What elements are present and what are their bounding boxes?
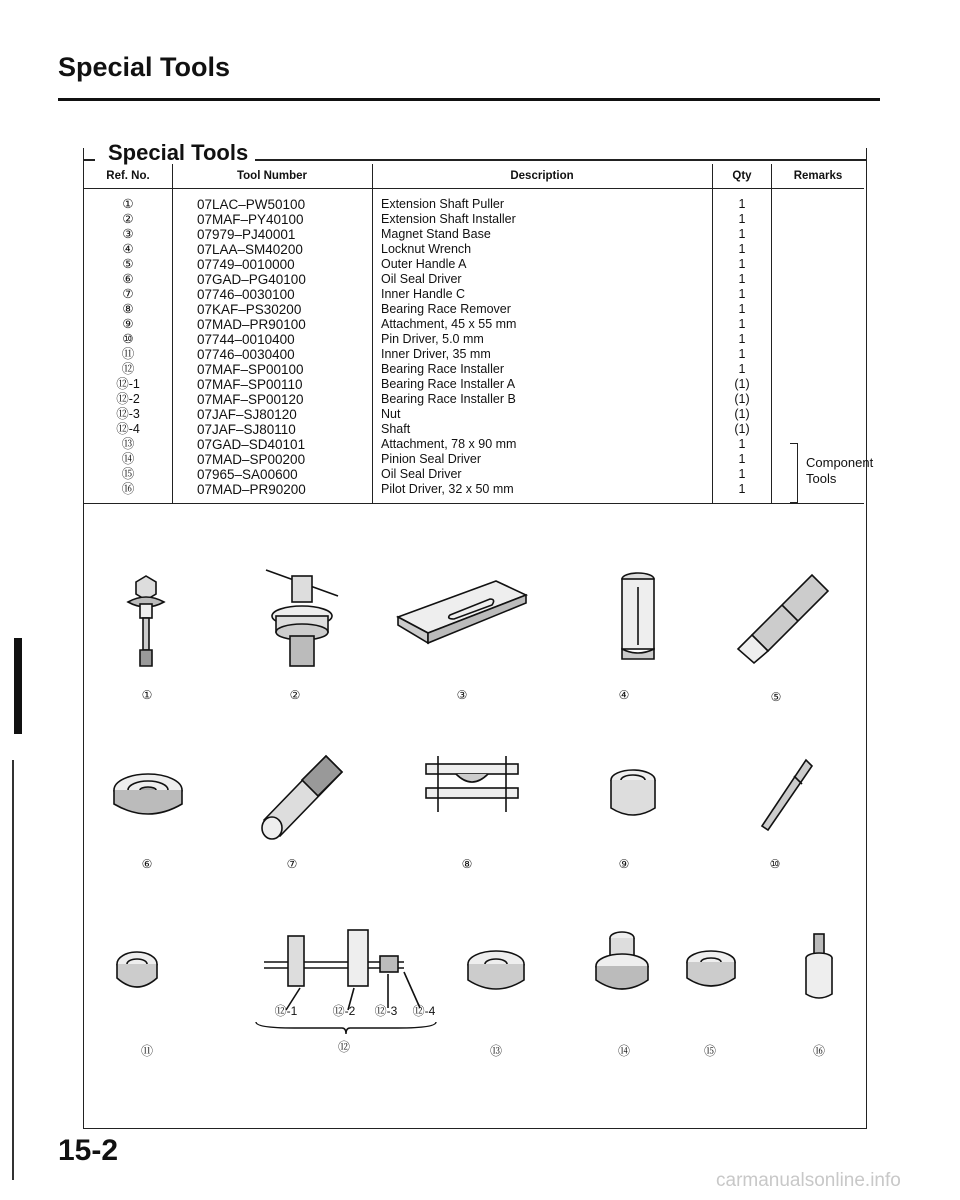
row-20-qty: 1 — [738, 482, 746, 496]
component-bracket — [790, 443, 798, 503]
extension-shaft-puller-figure — [118, 572, 174, 672]
row-6-tool: 07GAD–PG40100 — [197, 272, 306, 287]
col-tool-number: Tool Number — [173, 164, 373, 189]
row-2-ref: ② — [122, 212, 134, 226]
col-description: Description — [373, 164, 713, 189]
row-18-ref: ⑭ — [121, 452, 135, 466]
sub-caption-12-4: ⑫-4 — [412, 1004, 436, 1018]
pin-driver-figure — [754, 752, 816, 834]
row-2-qty: 1 — [738, 212, 746, 226]
row-1-qty: 1 — [738, 197, 746, 211]
row-9-tool: 07MAD–PR90100 — [197, 317, 306, 332]
row-1-ref: ① — [122, 197, 134, 211]
row-15-tool: 07JAF–SJ80120 — [197, 407, 297, 422]
pinion-seal-driver-figure — [590, 926, 654, 1004]
bearing-race-installer-figure — [254, 922, 424, 1014]
sub-caption-12-1: ⑫-1 — [274, 1004, 298, 1018]
row-12-qty: 1 — [738, 362, 746, 376]
row-20-desc: Pilot Driver, 32 x 50 mm — [381, 482, 514, 496]
row-12-desc: Bearing Race Installer — [381, 362, 504, 376]
row-20-ref: ⑯ — [121, 482, 135, 496]
row-19-desc: Oil Seal Driver — [381, 467, 462, 481]
caption-5: ⑤ — [770, 690, 782, 704]
col-qty: Qty — [713, 164, 772, 189]
row-5-ref: ⑤ — [122, 257, 134, 271]
magnet-stand-base-figure — [392, 575, 532, 653]
row-15-desc: Nut — [381, 407, 401, 421]
col-ref-no: Ref. No. — [84, 164, 173, 189]
row-1-desc: Extension Shaft Puller — [381, 197, 504, 211]
pilot-driver-figure — [802, 930, 836, 1006]
assembly-brace — [254, 1020, 438, 1036]
table-body — [84, 189, 864, 504]
inner-handle-figure — [252, 742, 352, 846]
row-15-ref: ⑫-3 — [116, 407, 140, 421]
row-17-qty: 1 — [738, 437, 746, 451]
row-11-ref: ⑪ — [121, 347, 135, 361]
caption-15: ⑮ — [703, 1044, 716, 1058]
row-18-desc: Pinion Seal Driver — [381, 452, 482, 466]
caption-11: ⑪ — [140, 1044, 153, 1058]
row-16-tool: 07JAF–SJ80110 — [197, 422, 296, 437]
row-10-desc: Pin Driver, 5.0 mm — [381, 332, 484, 346]
row-6-ref: ⑥ — [122, 272, 134, 286]
row-19-qty: 1 — [738, 467, 746, 481]
section-tab-marker — [14, 638, 22, 734]
row-8-ref: ⑧ — [122, 302, 134, 316]
row-10-tool: 07744–0010400 — [197, 332, 295, 347]
row-16-qty: (1) — [734, 422, 750, 436]
extension-shaft-installer-figure — [262, 562, 342, 674]
attachment-45x55-figure — [604, 766, 662, 828]
table-header-row — [84, 164, 864, 189]
row-10-ref: ⑩ — [122, 332, 134, 346]
row-16-ref: ⑫-4 — [116, 422, 140, 436]
row-9-qty: 1 — [738, 317, 746, 331]
row-17-desc: Attachment, 78 x 90 mm — [381, 437, 517, 451]
caption-9: ⑨ — [618, 857, 630, 871]
caption-10: ⑩ — [769, 857, 781, 871]
caption-3: ③ — [456, 688, 468, 702]
row-13-ref: ⑫-1 — [116, 377, 140, 391]
caption-13: ⑬ — [489, 1044, 502, 1058]
row-8-qty: 1 — [738, 302, 746, 316]
title-rule — [58, 98, 880, 101]
row-7-ref: ⑦ — [122, 287, 134, 301]
row-18-qty: 1 — [738, 452, 746, 466]
remarks-column — [772, 189, 874, 504]
row-3-tool: 07979–PJ40001 — [197, 227, 296, 242]
col-remarks: Remarks — [772, 164, 865, 189]
row-12-tool: 07MAF–SP00100 — [197, 362, 304, 377]
row-7-qty: 1 — [738, 287, 746, 301]
row-1-tool: 07LAC–PW50100 — [197, 197, 306, 212]
row-14-tool: 07MAF–SP00120 — [197, 392, 304, 407]
row-14-qty: (1) — [734, 392, 750, 406]
row-8-desc: Bearing Race Remover — [381, 302, 511, 316]
description-column — [373, 189, 713, 504]
caption-8: ⑧ — [461, 857, 473, 871]
row-7-tool: 07746–0030100 — [197, 287, 295, 302]
row-16-desc: Shaft — [381, 422, 411, 436]
tool-number-column — [173, 189, 373, 504]
row-3-qty: 1 — [738, 227, 746, 241]
bearing-race-remover-figure — [420, 750, 524, 820]
row-13-desc: Bearing Race Installer A — [381, 377, 516, 391]
row-3-ref: ③ — [122, 227, 134, 241]
row-17-ref: ⑬ — [121, 437, 135, 451]
row-11-desc: Inner Driver, 35 mm — [381, 347, 491, 361]
section-title: Special Tools — [108, 140, 249, 165]
ref-column — [84, 189, 173, 504]
row-5-qty: 1 — [738, 257, 746, 271]
row-2-tool: 07MAF–PY40100 — [197, 212, 304, 227]
caption-7: ⑦ — [286, 857, 298, 871]
attachment-78x90-figure — [462, 946, 530, 1004]
caption-4: ④ — [618, 688, 630, 702]
row-13-tool: 07MAF–SP00110 — [197, 377, 303, 392]
row-19-ref: ⑮ — [121, 467, 135, 481]
caption-16: ⑯ — [812, 1044, 825, 1058]
sub-caption-12-3: ⑫-3 — [374, 1004, 398, 1018]
row-4-qty: 1 — [738, 242, 746, 256]
row-13-qty: (1) — [734, 377, 750, 391]
row-4-desc: Locknut Wrench — [381, 242, 472, 256]
row-19-tool: 07965–SA00600 — [197, 467, 298, 482]
page-title: Special Tools — [58, 52, 231, 82]
row-15-qty: (1) — [734, 407, 750, 421]
page-number: 15-2 — [58, 1134, 119, 1167]
row-20-tool: 07MAD–PR90200 — [197, 482, 306, 497]
caption-6: ⑥ — [141, 857, 153, 871]
row-5-tool: 07749–0010000 — [197, 257, 295, 272]
row-10-qty: 1 — [738, 332, 746, 346]
tools-table — [84, 164, 874, 504]
row-7-desc: Inner Handle C — [381, 287, 466, 301]
row-9-desc: Attachment, 45 x 55 mm — [381, 317, 517, 331]
oil-seal-driver-2-figure — [680, 946, 742, 1002]
footer-watermark: carmanualsonline.info — [716, 1170, 901, 1191]
row-2-desc: Extension Shaft Installer — [381, 212, 516, 226]
row-17-tool: 07GAD–SD40101 — [197, 437, 306, 452]
row-8-tool: 07KAF–PS30200 — [197, 302, 302, 317]
row-5-desc: Outer Handle A — [381, 257, 467, 271]
caption-14: ⑭ — [617, 1044, 630, 1058]
row-14-ref: ⑫-2 — [116, 392, 140, 406]
row-14-desc: Bearing Race Installer B — [381, 392, 516, 406]
binding-line — [12, 760, 14, 1180]
row-12-ref: ⑫ — [121, 362, 135, 376]
row-6-desc: Oil Seal Driver — [381, 272, 462, 286]
caption-2: ② — [289, 688, 301, 702]
caption-1: ① — [141, 688, 153, 702]
row-3-desc: Magnet Stand Base — [381, 227, 491, 241]
row-4-tool: 07LAA–SM40200 — [197, 242, 303, 257]
row-11-qty: 1 — [738, 347, 746, 361]
inner-driver-figure — [112, 946, 162, 1006]
oil-seal-driver-figure — [108, 768, 188, 826]
locknut-wrench-figure — [612, 567, 664, 667]
row-11-tool: 07746–0030400 — [197, 347, 295, 362]
row-9-ref: ⑨ — [122, 317, 134, 331]
qty-column — [713, 189, 772, 504]
caption-12: ⑫ — [337, 1040, 350, 1054]
remarks-note: Component Tools — [806, 455, 874, 486]
sub-caption-12-2: ⑫-2 — [332, 1004, 356, 1018]
row-4-ref: ④ — [122, 242, 134, 256]
row-18-tool: 07MAD–SP00200 — [197, 452, 306, 467]
row-6-qty: 1 — [738, 272, 746, 286]
outer-handle-figure — [732, 565, 834, 667]
